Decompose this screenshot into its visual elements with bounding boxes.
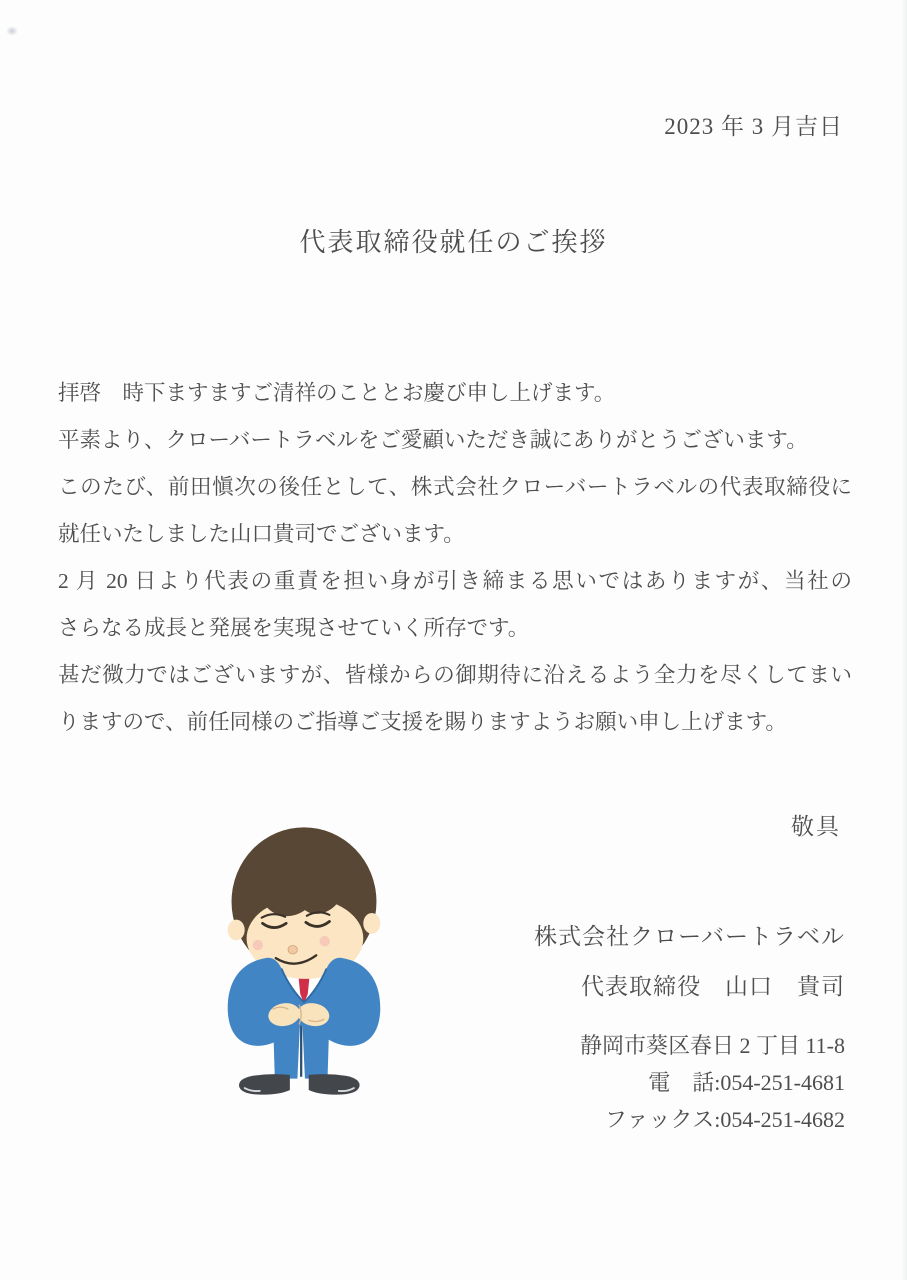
letter-closing: 敬具 [791,814,841,839]
body-line: このたび、前田愼次の後任として、株式会社クローバートラベルの代表取締役に [58,475,852,499]
signature-company: 株式会社クローバートラベル [534,924,845,949]
body-line: 平素より、クローバートラベルをご愛顧いただき誠にありがとうございます。 [58,428,808,452]
body-line: 2 月 20 日より代表の重責を担い身が引き締まる思いではありますが、当社の [58,569,852,593]
scan-artifact [6,26,18,36]
letter-date: 2023 年 3 月吉日 [664,114,843,139]
body-line: りますので、前任同様のご指導ご支援を賜りますようお願い申し上げます。 [58,710,787,734]
body-line: 就任いたしました山口貴司でございます。 [58,522,465,546]
body-line: 甚だ微力ではございますが、皆様からの御期待に沿えるよう全力を尽くしてまい [58,663,852,687]
signature-fax: ファックス:054-251-4682 [604,1107,845,1132]
bowing-businessman-illustration [224,817,384,1105]
signature-representative: 代表取締役 山口 貴司 [581,974,845,999]
body-line: さらなる成長と発展を実現させていく所存です。 [58,616,530,640]
shoes [239,1074,360,1095]
signature-address: 静岡市葵区春日 2 丁目 11-8 [579,1033,845,1058]
body-line: 拝啓 時下ますますご清祥のこととお慶び申し上げます。 [58,381,616,405]
signature-block [534,918,845,1138]
head [228,827,380,979]
letter-body [58,370,852,746]
letter-title: 代表取締役就任のご挨拶 [299,228,608,257]
signature-phone: 電 話:054-251-4681 [648,1070,845,1095]
